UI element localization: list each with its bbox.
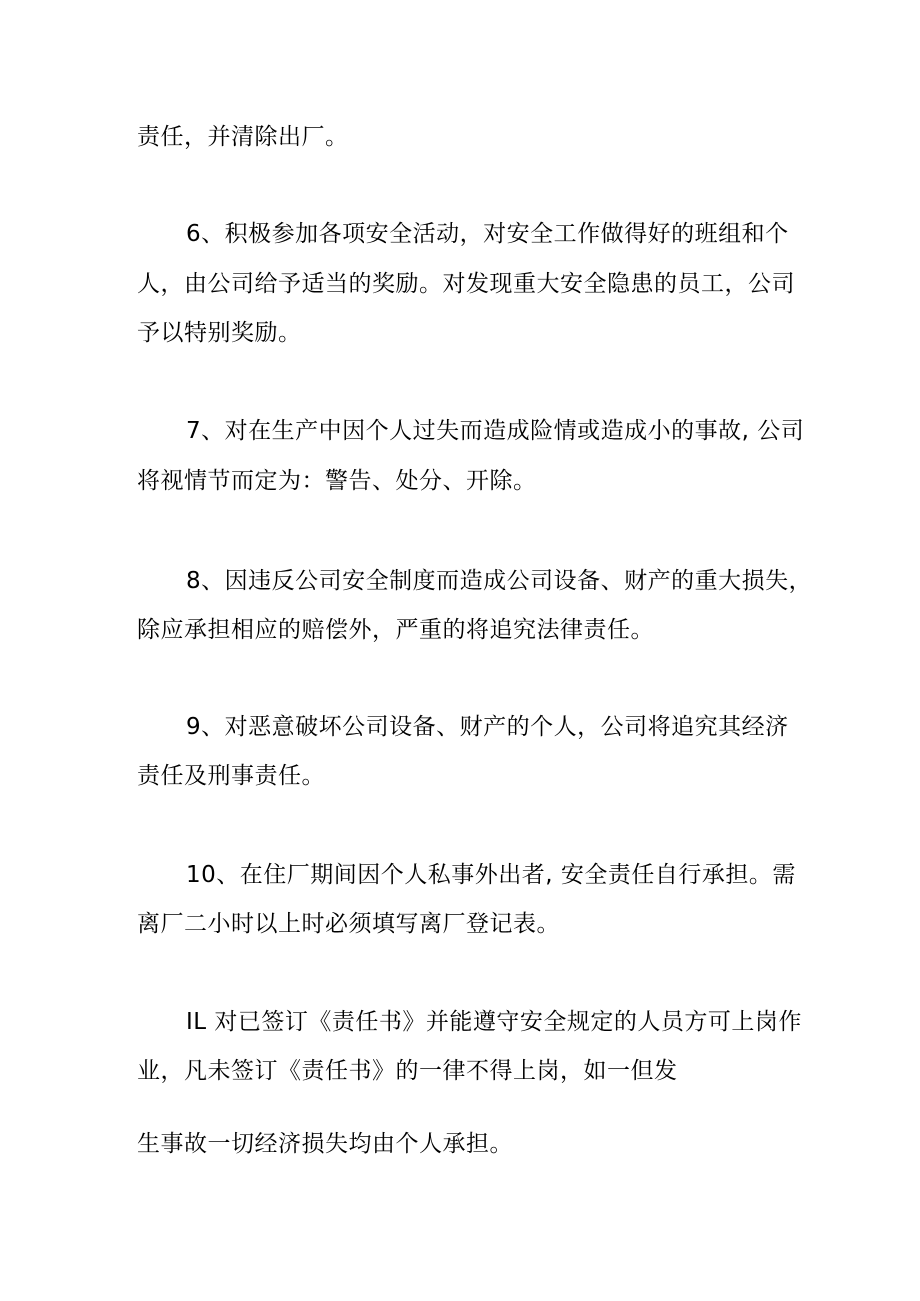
paragraph-9-line-1: 9、对恶意破坏公司设备、财产的个人，公司将追究其经济 [186, 714, 789, 740]
paragraph-6-line-2: 人，由公司给予适当的奖励。对发现重大安全隐患的员工，公司 [137, 271, 795, 297]
paragraph-11-line-3: 生事故一切经济损失均由个人承担。 [137, 1131, 513, 1157]
paragraph-6-line-1: 6、积极参加各项安全活动，对安全工作做得好的班组和个 [186, 221, 789, 247]
paragraph-8-line-1: 8、因违反公司安全制度而造成公司设备、财产的重大损失， [186, 568, 813, 594]
text-line: 责任，并清除出厂。 [137, 124, 349, 150]
paragraph-6-line-3: 予以特别奖励。 [137, 320, 302, 346]
paragraph-11-line-2: 业，凡未签订《责任书》的一律不得上岗，如一但发 [137, 1058, 678, 1084]
paragraph-8-line-2: 除应承担相应的赔偿外，严重的将追究法律责任。 [137, 617, 654, 643]
paragraph-10-line-2: 离厂二小时以上时必须填写离厂登记表。 [137, 911, 560, 937]
paragraph-9-line-2: 责任及刑事责任。 [137, 763, 325, 789]
paragraph-7-line-1: 7、对在生产中因个人过失而造成险情或造成小的事故, 公司 [186, 418, 805, 444]
paragraph-7-line-2: 将视情节而定为：警告、处分、开除。 [137, 468, 537, 494]
paragraph-11-line-1: IL 对已签订《责任书》并能遵守安全规定的人员方可上岗作 [186, 1009, 802, 1035]
paragraph-10-line-1: 10、在住厂期间因个人私事外出者, 安全责任自行承担。需 [186, 862, 796, 888]
